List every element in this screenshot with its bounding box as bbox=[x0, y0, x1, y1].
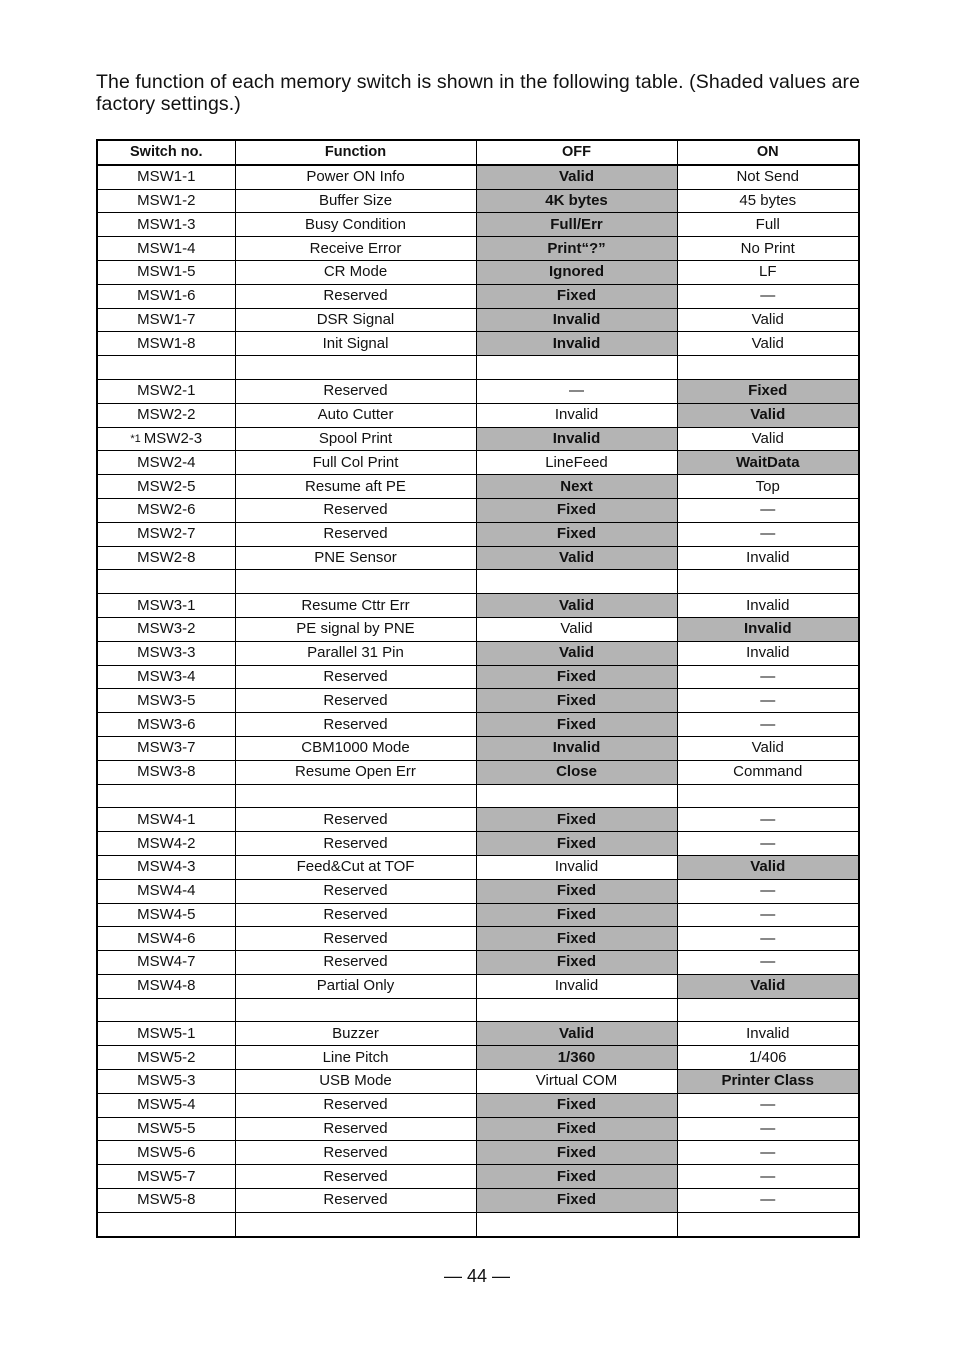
cell-off: Invalid bbox=[476, 855, 677, 879]
cell-function: Reserved bbox=[235, 1189, 476, 1213]
switch-no-text: MSW1-4 bbox=[137, 239, 196, 257]
table-row bbox=[97, 951, 859, 975]
cell-switch-no bbox=[97, 475, 235, 499]
switch-no-text: MSW3-6 bbox=[137, 715, 196, 733]
cell-off: Fixed bbox=[476, 927, 677, 951]
table-row bbox=[97, 665, 859, 689]
switch-no-text: MSW1-1 bbox=[137, 168, 196, 186]
cell-function bbox=[235, 356, 476, 380]
header-function: Function bbox=[235, 140, 476, 165]
cell-off: 4K bytes bbox=[476, 189, 677, 213]
cell-switch-no bbox=[97, 808, 235, 832]
cell-on bbox=[677, 784, 859, 808]
switch-no-text: MSW4-2 bbox=[137, 834, 196, 852]
cell-off: Fixed bbox=[476, 1117, 677, 1141]
cell-switch-no bbox=[97, 1165, 235, 1189]
cell-function: Resume Open Err bbox=[235, 760, 476, 784]
cell-off: Fixed bbox=[476, 284, 677, 308]
switch-no-text: MSW1-6 bbox=[137, 287, 196, 305]
cell-off: Fixed bbox=[476, 689, 677, 713]
cell-switch-no bbox=[97, 665, 235, 689]
cell-on: Command bbox=[677, 760, 859, 784]
table-row bbox=[97, 641, 859, 665]
cell-switch-no bbox=[97, 332, 235, 356]
cell-on: Valid bbox=[677, 308, 859, 332]
cell-off: Print“?” bbox=[476, 237, 677, 261]
switch-no-text: MSW5-3 bbox=[137, 1072, 196, 1090]
cell-switch-no bbox=[97, 1212, 235, 1236]
cell-function: Buffer Size bbox=[235, 189, 476, 213]
cell-function: USB Mode bbox=[235, 1070, 476, 1094]
cell-on: Valid bbox=[677, 736, 859, 760]
cell-on bbox=[677, 998, 859, 1022]
cell-switch-no bbox=[97, 451, 235, 475]
table-row bbox=[97, 1117, 859, 1141]
cell-on: — bbox=[677, 879, 859, 903]
table-row bbox=[97, 879, 859, 903]
switch-no-text: MSW2-8 bbox=[137, 548, 196, 566]
cell-switch-no bbox=[97, 903, 235, 927]
cell-function: Reserved bbox=[235, 713, 476, 737]
switch-no-text: MSW3-5 bbox=[137, 691, 196, 709]
switch-no-text: MSW5-7 bbox=[137, 1167, 196, 1185]
cell-function: PE signal by PNE bbox=[235, 617, 476, 641]
cell-function: Reserved bbox=[235, 879, 476, 903]
cell-on: Invalid bbox=[677, 641, 859, 665]
cell-on: — bbox=[677, 808, 859, 832]
cell-function: Auto Cutter bbox=[235, 403, 476, 427]
cell-switch-no bbox=[97, 713, 235, 737]
cell-switch-no bbox=[97, 1022, 235, 1046]
cell-function: Receive Error bbox=[235, 237, 476, 261]
cell-function: Reserved bbox=[235, 689, 476, 713]
switch-no-text: MSW3-8 bbox=[137, 763, 196, 781]
footnote-marker: *1 bbox=[130, 432, 141, 445]
table-row bbox=[97, 332, 859, 356]
table-row bbox=[97, 403, 859, 427]
cell-switch-no bbox=[97, 403, 235, 427]
table-row bbox=[97, 903, 859, 927]
cell-on: — bbox=[677, 832, 859, 856]
cell-function: Reserved bbox=[235, 522, 476, 546]
cell-on: Valid bbox=[677, 427, 859, 451]
table-row bbox=[97, 736, 859, 760]
table-row bbox=[97, 1022, 859, 1046]
switch-no-text: MSW2-6 bbox=[137, 501, 196, 519]
cell-off: Close bbox=[476, 760, 677, 784]
switch-no-text: MSW3-7 bbox=[137, 739, 196, 757]
table-row bbox=[97, 284, 859, 308]
cell-off: Invalid bbox=[476, 736, 677, 760]
cell-off: Fixed bbox=[476, 1141, 677, 1165]
switch-no-text: MSW1-2 bbox=[137, 191, 196, 209]
switch-no-text: MSW3-3 bbox=[137, 644, 196, 662]
cell-on: Valid bbox=[677, 855, 859, 879]
switch-no-text: MSW5-6 bbox=[137, 1143, 196, 1161]
cell-function: Reserved bbox=[235, 1141, 476, 1165]
cell-function: Reserved bbox=[235, 903, 476, 927]
table-row bbox=[97, 1189, 859, 1213]
cell-on: — bbox=[677, 1093, 859, 1117]
cell-switch-no bbox=[97, 641, 235, 665]
switch-no-text: MSW2-3 bbox=[143, 429, 203, 447]
cell-on: Invalid bbox=[677, 546, 859, 570]
cell-switch-no bbox=[97, 1117, 235, 1141]
cell-function: CBM1000 Mode bbox=[235, 736, 476, 760]
cell-on: Not Send bbox=[677, 165, 859, 189]
cell-switch-no bbox=[97, 927, 235, 951]
cell-off bbox=[476, 356, 677, 380]
cell-off: Valid bbox=[476, 1022, 677, 1046]
cell-off: Fixed bbox=[476, 879, 677, 903]
cell-switch-no bbox=[97, 546, 235, 570]
cell-on: Fixed bbox=[677, 379, 859, 403]
table-row bbox=[97, 427, 859, 451]
cell-off: Fixed bbox=[476, 903, 677, 927]
cell-on: — bbox=[677, 284, 859, 308]
cell-on: Valid bbox=[677, 974, 859, 998]
cell-on bbox=[677, 1212, 859, 1236]
switch-no-text: MSW1-3 bbox=[137, 215, 196, 233]
cell-function: Reserved bbox=[235, 284, 476, 308]
cell-on: Full bbox=[677, 213, 859, 237]
switch-no-text: MSW5-4 bbox=[137, 1096, 196, 1114]
switch-no-text: MSW2-7 bbox=[137, 525, 196, 543]
cell-switch-no bbox=[97, 379, 235, 403]
cell-switch-no bbox=[97, 1141, 235, 1165]
cell-switch-no bbox=[97, 427, 235, 451]
cell-switch-no bbox=[97, 1046, 235, 1070]
table-row bbox=[97, 308, 859, 332]
cell-off: Invalid bbox=[476, 403, 677, 427]
cell-on: — bbox=[677, 951, 859, 975]
switch-no-text: MSW2-5 bbox=[137, 477, 196, 495]
table-separator-row bbox=[97, 998, 859, 1022]
table-row bbox=[97, 189, 859, 213]
cell-switch-no bbox=[97, 1189, 235, 1213]
cell-function bbox=[235, 570, 476, 594]
cell-on: — bbox=[677, 1165, 859, 1189]
cell-function: Reserved bbox=[235, 1093, 476, 1117]
switch-no-text: MSW3-2 bbox=[137, 620, 196, 638]
table-row bbox=[97, 451, 859, 475]
cell-off: Fixed bbox=[476, 713, 677, 737]
table-row bbox=[97, 617, 859, 641]
cell-function bbox=[235, 998, 476, 1022]
cell-function: Resume Cttr Err bbox=[235, 594, 476, 618]
switch-no-text: MSW3-4 bbox=[137, 667, 196, 685]
cell-on: Valid bbox=[677, 403, 859, 427]
cell-function: Full Col Print bbox=[235, 451, 476, 475]
cell-function: Power ON Info bbox=[235, 165, 476, 189]
cell-switch-no bbox=[97, 237, 235, 261]
table-row bbox=[97, 855, 859, 879]
cell-off: — bbox=[476, 379, 677, 403]
table-row bbox=[97, 1165, 859, 1189]
cell-on: — bbox=[677, 689, 859, 713]
switch-no-text: MSW4-4 bbox=[137, 882, 196, 900]
cell-function: PNE Sensor bbox=[235, 546, 476, 570]
intro-text: The function of each memory switch is shown in the following table. (Shaded values are factory settings.) bbox=[96, 71, 861, 115]
cell-off: Fixed bbox=[476, 832, 677, 856]
cell-off: Valid bbox=[476, 617, 677, 641]
cell-switch-no bbox=[97, 736, 235, 760]
cell-off: Next bbox=[476, 475, 677, 499]
cell-function: Reserved bbox=[235, 665, 476, 689]
cell-off: Fixed bbox=[476, 951, 677, 975]
table-separator-row bbox=[97, 1212, 859, 1236]
cell-off: Fixed bbox=[476, 1165, 677, 1189]
cell-on: 45 bytes bbox=[677, 189, 859, 213]
table-row bbox=[97, 927, 859, 951]
cell-function: Parallel 31 Pin bbox=[235, 641, 476, 665]
cell-off: Fixed bbox=[476, 498, 677, 522]
cell-on: LF bbox=[677, 260, 859, 284]
cell-switch-no bbox=[97, 1093, 235, 1117]
cell-switch-no bbox=[97, 784, 235, 808]
cell-function: Reserved bbox=[235, 379, 476, 403]
cell-switch-no bbox=[97, 1070, 235, 1094]
cell-on: — bbox=[677, 713, 859, 737]
cell-on: Invalid bbox=[677, 594, 859, 618]
cell-on: — bbox=[677, 927, 859, 951]
switch-no-text: MSW4-7 bbox=[137, 953, 196, 971]
cell-switch-no bbox=[97, 855, 235, 879]
cell-switch-no bbox=[97, 308, 235, 332]
switch-no-text: MSW4-1 bbox=[137, 810, 196, 828]
cell-off bbox=[476, 998, 677, 1022]
cell-on: — bbox=[677, 1117, 859, 1141]
table-row bbox=[97, 237, 859, 261]
switch-no-text: MSW4-8 bbox=[137, 977, 196, 995]
table-row bbox=[97, 260, 859, 284]
cell-off: Fixed bbox=[476, 665, 677, 689]
switch-no-text: MSW2-2 bbox=[137, 406, 196, 424]
cell-function: Reserved bbox=[235, 951, 476, 975]
cell-switch-no bbox=[97, 879, 235, 903]
cell-switch-no bbox=[97, 974, 235, 998]
cell-switch-no bbox=[97, 951, 235, 975]
table-row bbox=[97, 1070, 859, 1094]
cell-on: No Print bbox=[677, 237, 859, 261]
cell-switch-no bbox=[97, 570, 235, 594]
cell-on: — bbox=[677, 903, 859, 927]
table-row bbox=[97, 1046, 859, 1070]
table-row bbox=[97, 213, 859, 237]
cell-off: Invalid bbox=[476, 332, 677, 356]
cell-function: CR Mode bbox=[235, 260, 476, 284]
cell-off: Invalid bbox=[476, 308, 677, 332]
switch-no-text: MSW1-8 bbox=[137, 334, 196, 352]
table-row bbox=[97, 522, 859, 546]
table-row bbox=[97, 760, 859, 784]
cell-off: Ignored bbox=[476, 260, 677, 284]
cell-function: Resume aft PE bbox=[235, 475, 476, 499]
cell-off: Valid bbox=[476, 165, 677, 189]
cell-switch-no bbox=[97, 832, 235, 856]
cell-function: Feed&Cut at TOF bbox=[235, 855, 476, 879]
cell-off: 1/360 bbox=[476, 1046, 677, 1070]
switch-no-text: MSW1-7 bbox=[137, 310, 196, 328]
cell-off bbox=[476, 784, 677, 808]
cell-on: — bbox=[677, 1141, 859, 1165]
header-on: ON bbox=[677, 140, 859, 165]
switch-no-text: MSW4-6 bbox=[137, 929, 196, 947]
cell-function bbox=[235, 784, 476, 808]
cell-on: — bbox=[677, 498, 859, 522]
header-off: OFF bbox=[476, 140, 677, 165]
cell-off: Valid bbox=[476, 546, 677, 570]
table-row bbox=[97, 475, 859, 499]
cell-function: Reserved bbox=[235, 927, 476, 951]
cell-function: Line Pitch bbox=[235, 1046, 476, 1070]
table-row bbox=[97, 689, 859, 713]
table-row bbox=[97, 1141, 859, 1165]
switch-no-text: MSW4-3 bbox=[137, 858, 196, 876]
table-body bbox=[97, 165, 859, 1237]
cell-switch-no bbox=[97, 689, 235, 713]
cell-switch-no bbox=[97, 356, 235, 380]
switch-no-text: MSW1-5 bbox=[137, 263, 196, 281]
cell-function: Spool Print bbox=[235, 427, 476, 451]
cell-on: 1/406 bbox=[677, 1046, 859, 1070]
cell-switch-no bbox=[97, 189, 235, 213]
cell-off: Fixed bbox=[476, 522, 677, 546]
memory-switch-table bbox=[96, 139, 860, 1238]
cell-on: Top bbox=[677, 475, 859, 499]
page-number: — 44 — bbox=[443, 1266, 511, 1286]
switch-no-text: MSW3-1 bbox=[137, 596, 196, 614]
cell-off: Fixed bbox=[476, 808, 677, 832]
cell-switch-no bbox=[97, 594, 235, 618]
cell-switch-no bbox=[97, 617, 235, 641]
cell-off: Invalid bbox=[476, 427, 677, 451]
table-row bbox=[97, 379, 859, 403]
cell-on: — bbox=[677, 1189, 859, 1213]
cell-function: DSR Signal bbox=[235, 308, 476, 332]
cell-switch-no bbox=[97, 260, 235, 284]
table-row bbox=[97, 808, 859, 832]
cell-off: Fixed bbox=[476, 1189, 677, 1213]
switch-no-text: MSW5-1 bbox=[137, 1024, 196, 1042]
cell-on: WaitData bbox=[677, 451, 859, 475]
switch-no-text: MSW2-1 bbox=[137, 382, 196, 400]
cell-switch-no bbox=[97, 213, 235, 237]
cell-on: — bbox=[677, 665, 859, 689]
table-separator-row bbox=[97, 570, 859, 594]
cell-function bbox=[235, 1212, 476, 1236]
table-row bbox=[97, 832, 859, 856]
cell-function: Reserved bbox=[235, 1165, 476, 1189]
cell-function: Reserved bbox=[235, 1117, 476, 1141]
cell-on bbox=[677, 356, 859, 380]
cell-switch-no bbox=[97, 498, 235, 522]
switch-no-text: MSW5-8 bbox=[137, 1191, 196, 1209]
cell-off: Fixed bbox=[476, 1093, 677, 1117]
cell-on: Valid bbox=[677, 332, 859, 356]
table-row bbox=[97, 1093, 859, 1117]
cell-switch-no bbox=[97, 522, 235, 546]
table-row bbox=[97, 594, 859, 618]
cell-off bbox=[476, 1212, 677, 1236]
cell-off: Valid bbox=[476, 641, 677, 665]
table-row bbox=[97, 165, 859, 189]
cell-function: Partial Only bbox=[235, 974, 476, 998]
cell-function: Reserved bbox=[235, 498, 476, 522]
table-row bbox=[97, 546, 859, 570]
header-switch-no: Switch no. bbox=[97, 140, 235, 165]
switch-no-text: MSW5-5 bbox=[137, 1120, 196, 1138]
cell-function: Reserved bbox=[235, 832, 476, 856]
cell-switch-no bbox=[97, 760, 235, 784]
cell-off: LineFeed bbox=[476, 451, 677, 475]
table-separator-row bbox=[97, 356, 859, 380]
cell-function: Init Signal bbox=[235, 332, 476, 356]
switch-no-text: MSW4-5 bbox=[137, 905, 196, 923]
cell-switch-no bbox=[97, 284, 235, 308]
cell-off: Invalid bbox=[476, 974, 677, 998]
cell-on: Invalid bbox=[677, 617, 859, 641]
table-separator-row bbox=[97, 784, 859, 808]
cell-on bbox=[677, 570, 859, 594]
cell-off: Virtual COM bbox=[476, 1070, 677, 1094]
cell-off: Full/Err bbox=[476, 213, 677, 237]
table-row bbox=[97, 974, 859, 998]
table-header-row bbox=[97, 140, 859, 165]
table-row bbox=[97, 498, 859, 522]
cell-off: Valid bbox=[476, 594, 677, 618]
cell-function: Reserved bbox=[235, 808, 476, 832]
table-row bbox=[97, 713, 859, 737]
cell-function: Busy Condition bbox=[235, 213, 476, 237]
cell-on: Printer Class bbox=[677, 1070, 859, 1094]
cell-function: Buzzer bbox=[235, 1022, 476, 1046]
switch-no-text: MSW2-4 bbox=[137, 453, 196, 471]
cell-switch-no bbox=[97, 165, 235, 189]
cell-off bbox=[476, 570, 677, 594]
cell-on: — bbox=[677, 522, 859, 546]
cell-switch-no bbox=[97, 998, 235, 1022]
switch-no-text: MSW5-2 bbox=[137, 1048, 196, 1066]
cell-on: Invalid bbox=[677, 1022, 859, 1046]
